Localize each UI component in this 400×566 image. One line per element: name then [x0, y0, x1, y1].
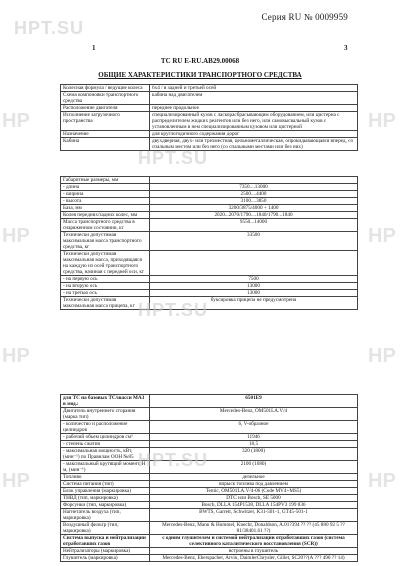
general-table-1 — [60, 84, 358, 151]
row-label: Топливо — [61, 474, 150, 481]
row-label: Технически допустимая максимальная масса прицепа, кг — [61, 297, 150, 310]
edge-mark: HP — [368, 345, 396, 367]
table-row — [61, 481, 358, 488]
row-label: - рабочий объем цилиндров см³ — [61, 434, 150, 441]
row-value: 13000 — [150, 283, 358, 290]
row-label: - высота — [61, 198, 150, 205]
row-value: специализированный кузов с ласкорасбрасывающим оборудованием, или цистерна с распределителем жидких реагентов или без него, или самовысвальный кузов с установленным в нем специализированным кузовом или цистерной — [150, 112, 358, 131]
table-row — [61, 85, 358, 92]
row-value: 2020...2070/1790....1840/1790...1840 — [150, 212, 358, 219]
row-label: - на третью ось — [61, 290, 150, 297]
row-value: 2100 (1080) — [150, 461, 358, 474]
row-value: 13000 — [150, 290, 358, 297]
row-label: Исполнение загрузочного пространства — [61, 112, 150, 131]
row-label: - максимальный крутящий момент, Н м, (мин⁻¹) — [61, 461, 150, 474]
row-label: Нагнетатель воздуха (тип, маркировка) — [61, 509, 150, 522]
row-value: с одним глушителем и системой нейтрализации отработавших газов (система селективного каталитического восстановления (SCR)) — [150, 535, 358, 548]
row-label: - степень сжатия — [61, 441, 150, 448]
table-row — [61, 276, 358, 283]
table-row — [61, 112, 358, 131]
row-label: Колея передних/задних колес, мм — [61, 212, 150, 219]
row-label: Блок управления (маркировка) — [61, 488, 150, 495]
row-label: Колесная формула / ведущие колеса — [61, 85, 150, 92]
table-row — [61, 297, 358, 310]
table-row — [61, 219, 358, 232]
row-value: 6501Е9 — [150, 395, 358, 408]
row-value: DTC или Bosch, SE 5000 — [150, 495, 358, 502]
table-row — [61, 395, 358, 408]
edge-mark: HP — [2, 225, 30, 247]
row-label: Воздушный фильтр (тип, маркировка) — [61, 522, 150, 535]
table-row — [61, 232, 358, 251]
table-row — [61, 535, 358, 548]
edge-mark: HP — [2, 470, 30, 492]
general-characteristics-table — [60, 84, 358, 151]
row-value: переднее продольное — [150, 105, 358, 112]
row-label: Технически допустимая максимальная масса транспортного средства, кг — [61, 232, 150, 251]
row-label: Расположение двигателя — [61, 105, 150, 112]
table-row — [61, 495, 358, 502]
general-table-3 — [60, 394, 358, 562]
engine-systems-table — [60, 394, 358, 562]
section-title: ОБЩИЕ ХАРАКТЕРИСТИКИ ТРАНСПОРТНОГО СРЕДСТВА — [98, 71, 302, 79]
edge-mark: HP — [368, 225, 396, 247]
row-value: 7500 — [150, 276, 358, 283]
row-value: 2500....4400 — [150, 191, 358, 198]
watermark: HPT.SU — [14, 18, 85, 38]
row-value: Mercedes-Benz, Eberspacher, Arvin, DaimlerChrysler, Gillet, SC20??(А ??? 490 ?? 14) — [150, 555, 358, 562]
table-row — [61, 461, 358, 474]
row-label: Масса транспортного средства в снаряженном состоянии, кг — [61, 219, 150, 232]
table-row — [61, 522, 358, 535]
row-value: 9550...14000 — [150, 219, 358, 232]
row-label: Габаритные размеры, мм — [61, 177, 150, 184]
row-label: - длина — [61, 184, 150, 191]
general-table-2 — [60, 176, 358, 310]
table-row — [61, 198, 358, 205]
row-value: двухдверная, двух- или трехместная, цельнометаллическая, опрокидывающаяся вперед, со спальным местом или без него (со спальными местами или без них) — [150, 138, 358, 151]
table-row — [61, 205, 358, 212]
row-value: 6, V-образное — [150, 421, 358, 434]
row-value — [150, 177, 358, 184]
serial-number: Серия RU № 0009959 — [261, 12, 348, 22]
row-label: - количество и расположение цилиндров — [61, 421, 150, 434]
row-label: - на первую ось — [61, 276, 150, 283]
row-label: База, мм — [61, 205, 150, 212]
edge-mark: HP — [368, 110, 396, 132]
table-row — [61, 488, 358, 495]
row-value: 3200/3875/4000 + 1400 — [150, 205, 358, 212]
row-value: Bosch, DLLA 154P1538, DLLA 154PV3 199 836 — [150, 502, 358, 509]
watermark: HPT.SU — [138, 450, 209, 470]
row-label: - максимальная мощность, кВт, (мин⁻¹) по Правилам ООН №85 — [61, 448, 150, 461]
table-row — [61, 474, 358, 481]
page-marker-right: 3 — [344, 44, 348, 52]
row-label: Форсунки (тип, маркировка) — [61, 502, 150, 509]
row-label: Система выпуска и нейтрализации отработавших газов — [61, 535, 150, 548]
row-label: Система питания (тип) — [61, 481, 150, 488]
row-value: Mercedes-Benz, Mann & Hummel, Knecht, Donaldson, A.01?394 ?? ?? (45 880 92 5 ?? 81/38401.61 ??) — [150, 522, 358, 535]
row-label: Схема компоновки транспортного средства — [61, 92, 150, 105]
row-value: Mercedes-Benz, OM501LA.V/4 — [150, 408, 358, 421]
row-label: - ширина — [61, 191, 150, 198]
row-label: Двигатель внутреннего сгорания (марка тип) — [61, 408, 150, 421]
table-row — [61, 408, 358, 421]
table-row — [61, 290, 358, 297]
row-label: Технически допустимая максимальная масса, приходящаяся на каждую из осей транспортного средства, начиная с передней оси, кг — [61, 251, 150, 276]
row-label: Глушитель (маркировка) — [61, 555, 150, 562]
watermark: HPT.SU — [138, 300, 209, 320]
row-value: 6х4 / в задней и третьей осей — [150, 85, 358, 92]
row-label: ТНВД (тип, маркировка) — [61, 495, 150, 502]
row-label: Кабина — [61, 138, 150, 151]
table-row — [61, 92, 358, 105]
row-value: 33500 — [150, 232, 358, 251]
document-code: ТС RU Е-RU.АВ29.00068 — [160, 57, 240, 65]
table-row — [61, 434, 358, 441]
row-label: Нейтрализаторы (маркировка) — [61, 548, 150, 555]
table-row — [61, 421, 358, 434]
row-value: BWTS, Garrett, Schwitzer, K31-501-1, GT45-501-1 — [150, 509, 358, 522]
row-value: встроены в глушитель — [150, 548, 358, 555]
table-row — [61, 448, 358, 461]
row-value: 11946 — [150, 434, 358, 441]
row-value: 18,5 — [150, 441, 358, 448]
row-value: кабина над двигателем — [150, 92, 358, 105]
table-row — [61, 212, 358, 219]
table-row — [61, 251, 358, 276]
edge-mark: HP — [368, 470, 396, 492]
table-row — [61, 509, 358, 522]
row-value: буксировка прицепа не предусмотрена — [150, 297, 358, 310]
table-row — [61, 105, 358, 112]
table-row — [61, 184, 358, 191]
table-row — [61, 131, 358, 138]
row-label: для ТС на базовых ТС/шасси МАЗ в мод.: — [61, 395, 150, 408]
table-row — [61, 191, 358, 198]
row-value: 320 (1800) — [150, 448, 358, 461]
row-value: 7350....13000 — [150, 184, 358, 191]
edge-mark: HP — [2, 110, 30, 132]
table-row — [61, 548, 358, 555]
row-value: 3100....3850 — [150, 198, 358, 205]
row-value: для круглогодичного содержания дорог — [150, 131, 358, 138]
row-value: Temic, OM501LA.V/4-06 (Code MV4+MS5) — [150, 488, 358, 495]
table-row — [61, 177, 358, 184]
edge-mark: HP — [2, 345, 30, 367]
row-value: дизельное — [150, 474, 358, 481]
page-marker-left: 1 — [92, 44, 96, 52]
table-row — [61, 138, 358, 151]
table-row — [61, 441, 358, 448]
row-label: Назначение — [61, 131, 150, 138]
row-value — [150, 251, 358, 276]
dimensions-masses-table — [60, 176, 358, 310]
row-value: впрыск топлива под давлением — [150, 481, 358, 488]
row-label: - на вторую ось — [61, 283, 150, 290]
table-row — [61, 502, 358, 509]
watermark: HPT.SU — [138, 148, 209, 168]
table-row — [61, 283, 358, 290]
table-row — [61, 555, 358, 562]
